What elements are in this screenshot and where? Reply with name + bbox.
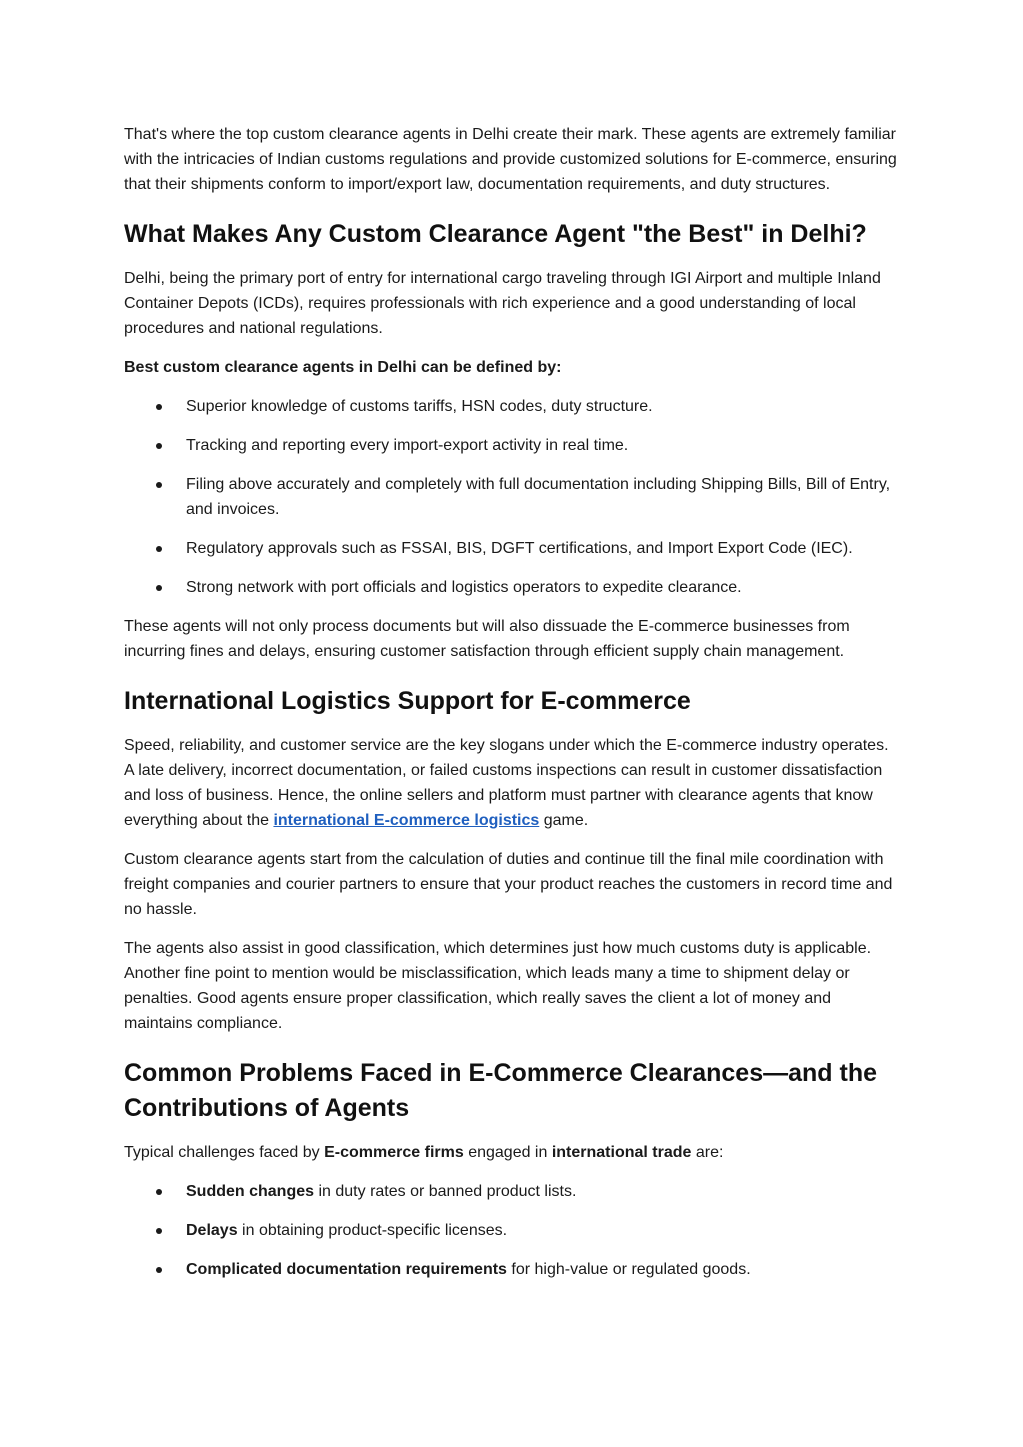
calculation-paragraph: Custom clearance agents start from the calculation of duties and continue till the final mile coordination with freight companies and courier partners to ensure that your product reaches the customers in record time and no hassle. [124, 851, 893, 918]
list-item-bold: Sudden changes [186, 1183, 315, 1200]
bullet-icon [156, 1228, 162, 1234]
heading-problems: Common Problems Faced in E-Commerce Clearances—and the Contributions of Agents [124, 1059, 877, 1122]
list-item [124, 1218, 899, 1243]
heading-logistics: International Logistics Support for E-commerce [124, 687, 691, 715]
list-item-text: Superior knowledge of customs tariffs, HSN codes, duty structure. [186, 398, 653, 415]
logistics-text-end: game. [539, 812, 589, 829]
classification-paragraph: The agents also assist in good classification, which determines just how much customs duty is applicable. Another fine point to mention would be misclassification, which leads many a time to shipment delay or penalties. Good agents ensure proper classification, which really saves the client a lot of money and maintains compliance. [124, 940, 872, 1032]
list-item [124, 1179, 899, 1204]
challenges-text: Typical challenges faced by [124, 1144, 325, 1161]
qualities-list [124, 394, 899, 600]
list-item [124, 394, 899, 419]
bullet-icon [156, 482, 162, 488]
challenges-text: engaged in [463, 1144, 552, 1161]
bullet-icon [156, 1189, 162, 1195]
list-item-text: Regulatory approvals such as FSSAI, BIS, DGFT certifications, and Import Export Code (IEC). [186, 540, 853, 557]
bullet-icon [156, 585, 162, 591]
bullet-icon [156, 404, 162, 410]
list-item [124, 433, 899, 458]
list-item-text: Filing above accurately and completely with full documentation including Shipping Bills, Bill of Entry, and invoices. [186, 476, 891, 518]
challenges-paragraph [124, 1140, 899, 1165]
challenges-bold-trade: international trade [551, 1144, 692, 1161]
delhi-paragraph: Delhi, being the primary port of entry for international cargo traveling through IGI Airport and multiple Inland Container Depots (ICDs), requires professionals with rich experience and a good understanding of local procedures and national regulations. [124, 270, 881, 337]
list-item-text: Tracking and reporting every import-export activity in real time. [186, 437, 629, 454]
list-item [124, 536, 899, 561]
list-item-text: Strong network with port officials and logistics operators to expedite clearance. [186, 579, 742, 596]
list-item [124, 1257, 899, 1282]
challenges-text: are: [691, 1144, 724, 1161]
challenges-list [124, 1179, 899, 1282]
document-page [124, 122, 899, 1296]
logistics-text: Speed, reliability, and customer service are the key slogans under which the E-commerce industry operates. A late delivery, incorrect documentation, or failed customs inspections can result in customer dissatisfaction and loss of business. Hence, the online sellers and platform must partner with clearance agents that know everything about the [124, 737, 889, 829]
bullet-icon [156, 1267, 162, 1273]
bullet-icon [156, 546, 162, 552]
list-item-text: for high-value or regulated goods. [506, 1261, 751, 1278]
list-item [124, 575, 899, 600]
bullet-icon [156, 443, 162, 449]
defined-by-bold: Best custom clearance agents in Delhi can be defined by: [124, 359, 562, 376]
list-item-bold: Complicated documentation requirements [186, 1261, 507, 1278]
defined-by-label [124, 355, 899, 380]
logistics-link[interactable]: international E-commerce logistics [273, 812, 540, 829]
intro-paragraph: That's where the top custom clearance agents in Delhi create their mark. These agents are extremely familiar with the intricacies of Indian customs regulations and provide customized solutions for E-commerce, ensuring that their shipments conform to import/export law, documentation requirements, and duty structures. [124, 126, 897, 193]
list-item-text: in duty rates or banned product lists. [314, 1183, 577, 1200]
list-item-bold: Delays [186, 1222, 238, 1239]
list-item [124, 472, 899, 522]
agents-paragraph: These agents will not only process documents but will also dissuade the E-commerce businesses from incurring fines and delays, ensuring customer satisfaction through efficient supply chain management. [124, 618, 850, 660]
list-item-text: in obtaining product-specific licenses. [237, 1222, 508, 1239]
heading-best-agent: What Makes Any Custom Clearance Agent "the Best" in Delhi? [124, 220, 867, 248]
challenges-bold-firms: E-commerce firms [324, 1144, 464, 1161]
logistics-paragraph [124, 733, 899, 833]
